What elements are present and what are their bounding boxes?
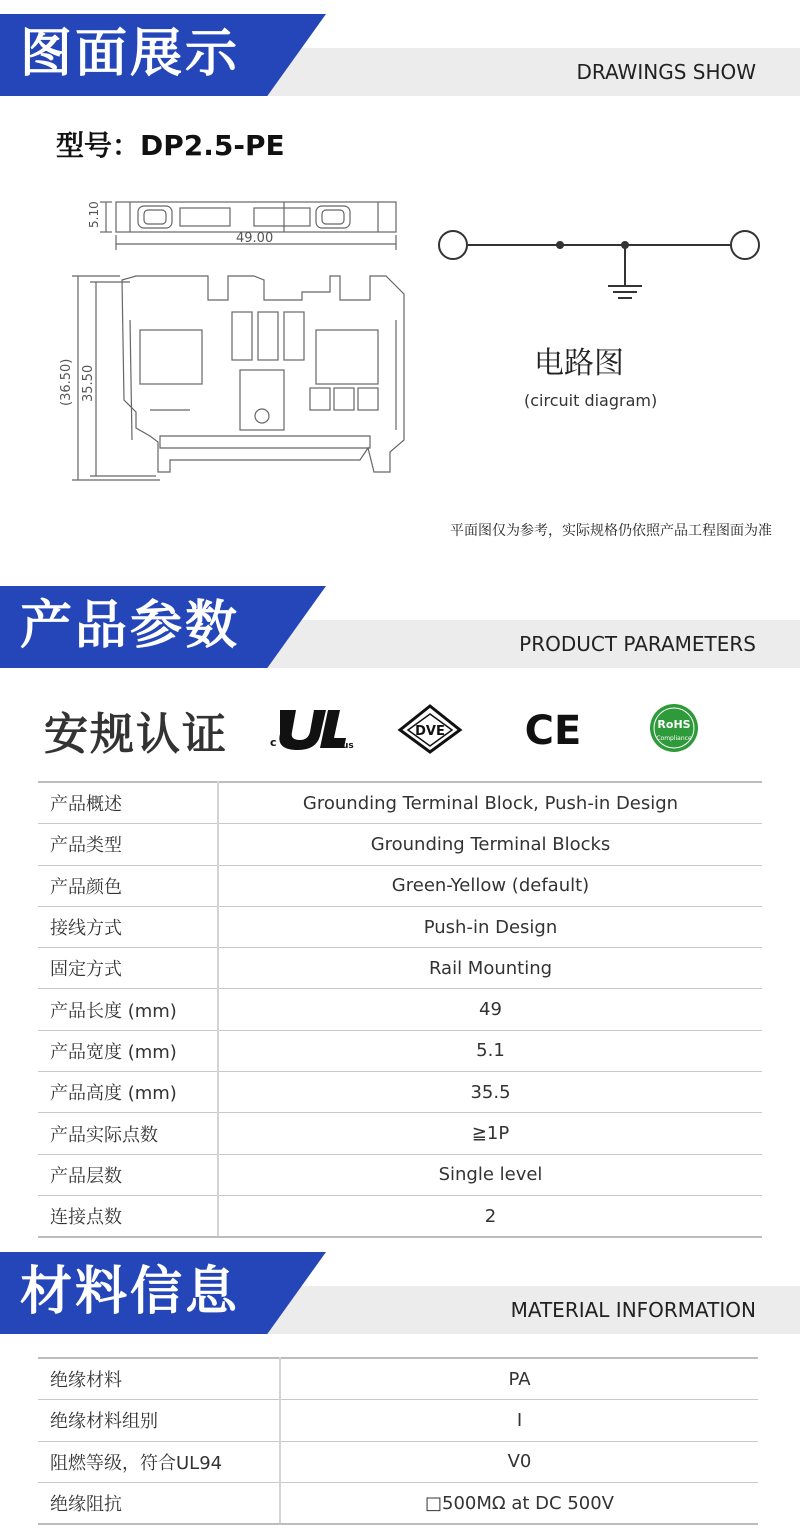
- material-key: 绝缘材料: [38, 1358, 280, 1400]
- circuit-diagram: [420, 220, 780, 310]
- table-row: [38, 1482, 758, 1524]
- param-key: 产品实际点数: [38, 1113, 218, 1154]
- param-key: 产品类型: [38, 824, 218, 865]
- material-value: PA: [280, 1358, 758, 1400]
- top-view-port-left: [138, 206, 172, 228]
- terminal-left: [439, 231, 467, 259]
- material-section-header: [0, 1238, 800, 1334]
- table-row: [38, 1072, 762, 1113]
- table-row: [38, 1441, 758, 1482]
- table-row: [38, 824, 762, 865]
- ul-listed-icon: [270, 704, 356, 752]
- param-value: 2: [218, 1195, 762, 1237]
- dim-width-label: 5.10: [87, 201, 101, 228]
- material-title-en: MATERIAL INFORMATION: [510, 1298, 756, 1322]
- param-key: 接线方式: [38, 906, 218, 947]
- param-value: 35.5: [218, 1072, 762, 1113]
- param-key: 产品高度 (mm): [38, 1072, 218, 1113]
- params-section-header: [0, 572, 800, 668]
- param-key: 固定方式: [38, 948, 218, 989]
- param-value: ≧1P: [218, 1113, 762, 1154]
- params-title-zh: 产品参数: [20, 596, 241, 656]
- param-value: Green-Yellow (default): [218, 865, 762, 906]
- param-key: 产品层数: [38, 1154, 218, 1195]
- param-value: 49: [218, 989, 762, 1030]
- rohs-text: RoHS: [657, 718, 691, 731]
- drawings-section-header: [0, 0, 800, 96]
- material-value: □500MΩ at DC 500V: [280, 1482, 758, 1524]
- table-row: [38, 1154, 762, 1195]
- terminal-right: [731, 231, 759, 259]
- drawings-title-zh: 图面展示: [20, 24, 241, 84]
- param-value: 5.1: [218, 1030, 762, 1071]
- junction-dot-1: [556, 241, 564, 249]
- table-row: [38, 782, 762, 824]
- param-key: 产品颜色: [38, 865, 218, 906]
- table-row: [38, 1030, 762, 1071]
- param-key: 产品宽度 (mm): [38, 1030, 218, 1071]
- product-params-table: [38, 781, 762, 1238]
- param-value: Grounding Terminal Block, Push-in Design: [218, 782, 762, 824]
- param-key: 产品概述: [38, 782, 218, 824]
- material-key: 绝缘阻抗: [38, 1482, 280, 1524]
- side-view-outline: [122, 276, 404, 472]
- table-row: [38, 1195, 762, 1237]
- certification-label: 安规认证: [44, 709, 228, 760]
- drawings-title-en: DRAWINGS SHOW: [576, 60, 756, 84]
- table-row: [38, 906, 762, 947]
- material-title-zh: 材料信息: [20, 1262, 241, 1322]
- circuit-subtitle: (circuit diagram): [524, 391, 658, 410]
- param-key: 产品长度 (mm): [38, 989, 218, 1030]
- table-row: [38, 865, 762, 906]
- ul-us-label: us: [342, 741, 354, 751]
- model-label: 型号：DP2.5-PE: [56, 129, 285, 162]
- ce-icon: [522, 706, 584, 750]
- material-params-table: [38, 1357, 758, 1525]
- vde-text: DVE: [415, 724, 445, 739]
- table-row: [38, 989, 762, 1030]
- terminal-block-drawing: [40, 180, 420, 500]
- params-title-en: PRODUCT PARAMETERS: [519, 632, 756, 656]
- table-row: [38, 1400, 758, 1441]
- material-key: 阻燃等级，符合UL94: [38, 1441, 280, 1482]
- dim-height-outer-label: (36.50): [59, 358, 74, 406]
- side-view-screw: [255, 409, 269, 423]
- side-view-clamp-left: [140, 330, 202, 384]
- dim-length-label: 49.00: [236, 231, 274, 246]
- dim-height-inner-label: 35.50: [81, 364, 96, 402]
- table-row: [38, 1113, 762, 1154]
- drawing-note: 平面图仅为参考，实际规格仍依照产品工程图面为准: [450, 523, 772, 539]
- circuit-title: 电路图: [534, 346, 624, 381]
- top-view-port-right: [316, 206, 350, 228]
- param-key: 连接点数: [38, 1195, 218, 1237]
- material-value: I: [280, 1400, 758, 1441]
- table-row: [38, 1358, 758, 1400]
- rohs-icon: [646, 702, 702, 754]
- junction-dot-2: [621, 241, 629, 249]
- ce-text: CE: [524, 708, 582, 750]
- material-key: 绝缘材料组别: [38, 1400, 280, 1441]
- vde-icon: [396, 702, 464, 754]
- side-view-clamp-right: [316, 330, 378, 384]
- param-value: Single level: [218, 1154, 762, 1195]
- param-value: Push-in Design: [218, 906, 762, 947]
- ul-c-label: c: [270, 736, 277, 749]
- param-value: Rail Mounting: [218, 948, 762, 989]
- table-row: [38, 948, 762, 989]
- material-value: V0: [280, 1441, 758, 1482]
- rohs-sub-text: Compliance: [656, 735, 692, 742]
- param-value: Grounding Terminal Blocks: [218, 824, 762, 865]
